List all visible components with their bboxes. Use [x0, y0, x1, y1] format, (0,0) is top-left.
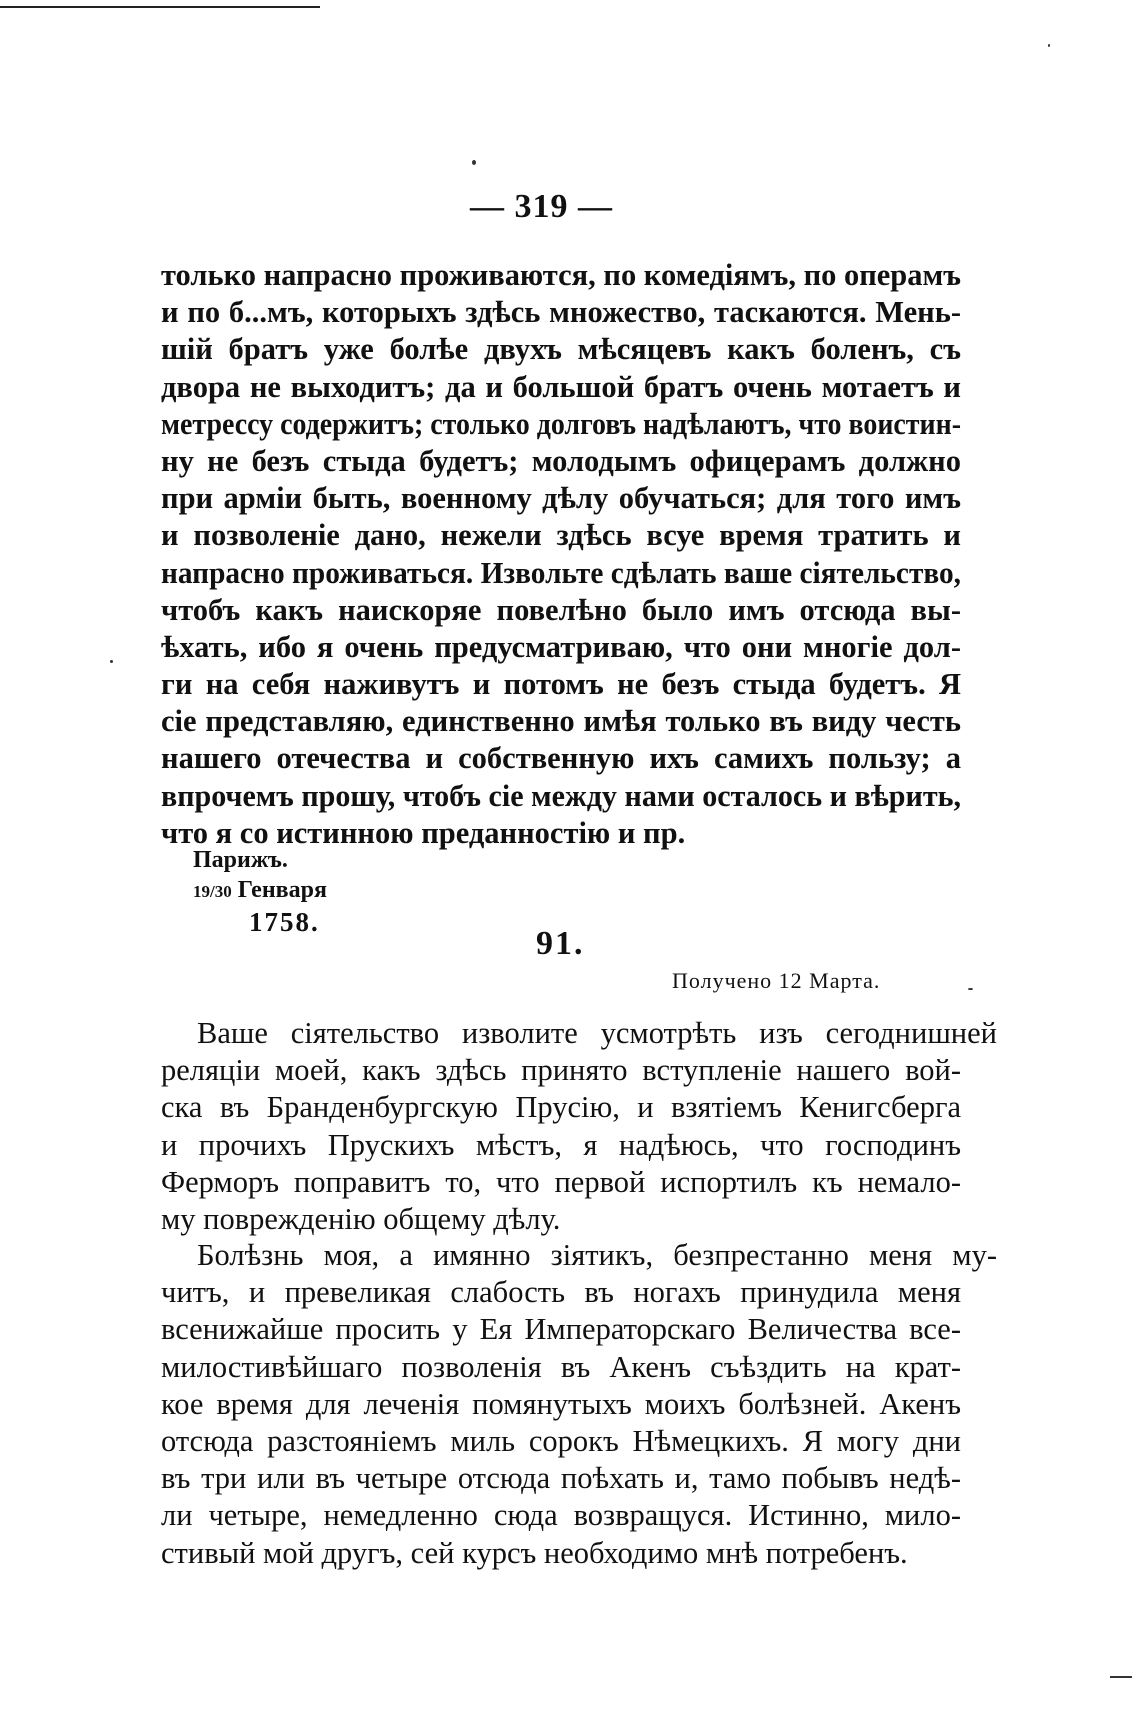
- text-line: ну не безъ стыда будетъ; молодымъ офицерамъ должно: [161, 443, 961, 478]
- text-line: чтобъ какъ наискоряе повелѣно было имъ отсюда вы-: [161, 592, 961, 627]
- text-line: читъ, и превеликая слабость въ ногахъ принудила меня: [161, 1275, 961, 1310]
- text-line: въ три или въ четыре отсюда поѣхать и, тамо побывъ недѣ-: [161, 1461, 961, 1496]
- text-line: и прочихъ Прускихъ мѣстъ, я надѣюсь, что господинъ: [161, 1127, 961, 1162]
- dateline-city: Парижъ.: [193, 847, 288, 873]
- letter-dateline: [193, 845, 327, 937]
- text-line: и позволеніе дано, нежели здѣсь всуе время тратить и: [161, 518, 961, 553]
- text-line: стивый мой другъ, сей курсъ необходимо мнѣ потребенъ.: [161, 1535, 908, 1570]
- page-number: — 319 —: [470, 188, 613, 225]
- text-line: ска въ Бранденбургскую Прусію, и взятіемъ Кенигсберга: [161, 1090, 961, 1125]
- text-line: всенижайше просить у Ея Императорскаго Величества все-: [161, 1312, 961, 1347]
- text-line: Ферморъ поправитъ то, что первой испортилъ къ немало-: [161, 1164, 961, 1199]
- text-line: шій братъ уже болѣе двухъ мѣсяцевъ какъ боленъ, съ: [161, 332, 961, 367]
- text-line: милостивѣйшаго позволенія въ Акенъ съѣздить на крат-: [161, 1349, 961, 1384]
- text-line: сіе представляю, единственно имѣя только въ виду честь: [161, 704, 961, 739]
- scan-speck: [1110, 1676, 1132, 1678]
- text-line: нашего отечества и собственную ихъ самихъ пользу; а: [161, 741, 961, 776]
- received-note: Получено 12 Марта.: [672, 968, 881, 993]
- dateline-day-fraction: 19/30: [193, 882, 232, 901]
- dateline-month: Генваря: [237, 877, 327, 903]
- text-line: Болѣзнь моя, а имянно зіятикъ, безпрестанно меня му-: [197, 1238, 997, 1272]
- paragraph-continued: [161, 257, 961, 852]
- text-line: ли четыре, немедленно сюда возвращуся. Истинно, мило-: [161, 1498, 961, 1533]
- text-line: что я со истинною преданностію и пр.: [161, 815, 686, 850]
- text-line: ѣхать, ибо я очень предусматриваю, что они многіе дол-: [161, 629, 961, 664]
- scan-edge-line: [0, 6, 320, 8]
- letter-number: 91.: [536, 925, 585, 962]
- text-line: кое время для леченія помянутыхъ моихъ болѣзней. Акенъ: [161, 1386, 961, 1421]
- text-line: отсюда разстояніемъ миль сорокъ Нѣмецкихъ. Я могу дни: [161, 1423, 961, 1458]
- scan-speck: [110, 660, 113, 663]
- text-line: при арміи быть, военному дѣлу обучаться; для того имъ: [161, 481, 961, 516]
- text-line: метрессу содержитъ; столько долговъ надѣлаютъ, что воистин-: [161, 406, 961, 441]
- scan-speck: [968, 988, 973, 990]
- paragraph-letter-body: [161, 1015, 997, 1238]
- scan-speck: [472, 160, 476, 165]
- scan-speck: [1048, 44, 1050, 47]
- text-line: впрочемъ прошу, чтобъ сіе между нами осталось и вѣрить,: [161, 778, 961, 813]
- text-line: му поврежденію общему дѣлу.: [161, 1201, 561, 1236]
- dateline-date: [193, 875, 327, 907]
- text-line: Ваше сіятельство изволите усмотрѣть изъ сегоднишней: [197, 1016, 997, 1050]
- paragraph-illness: [161, 1237, 997, 1572]
- text-line: и по б...мъ, которыхъ здѣсь множество, таскаются. Мень-: [161, 295, 961, 330]
- text-line: двора не выходитъ; да и большой братъ очень мотаетъ и: [161, 369, 961, 404]
- text-line: ги на себя наживутъ и потомъ не безъ стыда будетъ. Я: [161, 667, 961, 702]
- text-line: напрасно проживаться. Извольте сдѣлать ваше сіятельство,: [161, 555, 961, 590]
- dateline-year: 1758.: [249, 907, 320, 937]
- text-line: только напрасно проживаются, по комедіямъ, по операмъ: [161, 258, 961, 292]
- text-line: реляціи моей, какъ здѣсь принято вступленіе нашего вой-: [161, 1053, 961, 1088]
